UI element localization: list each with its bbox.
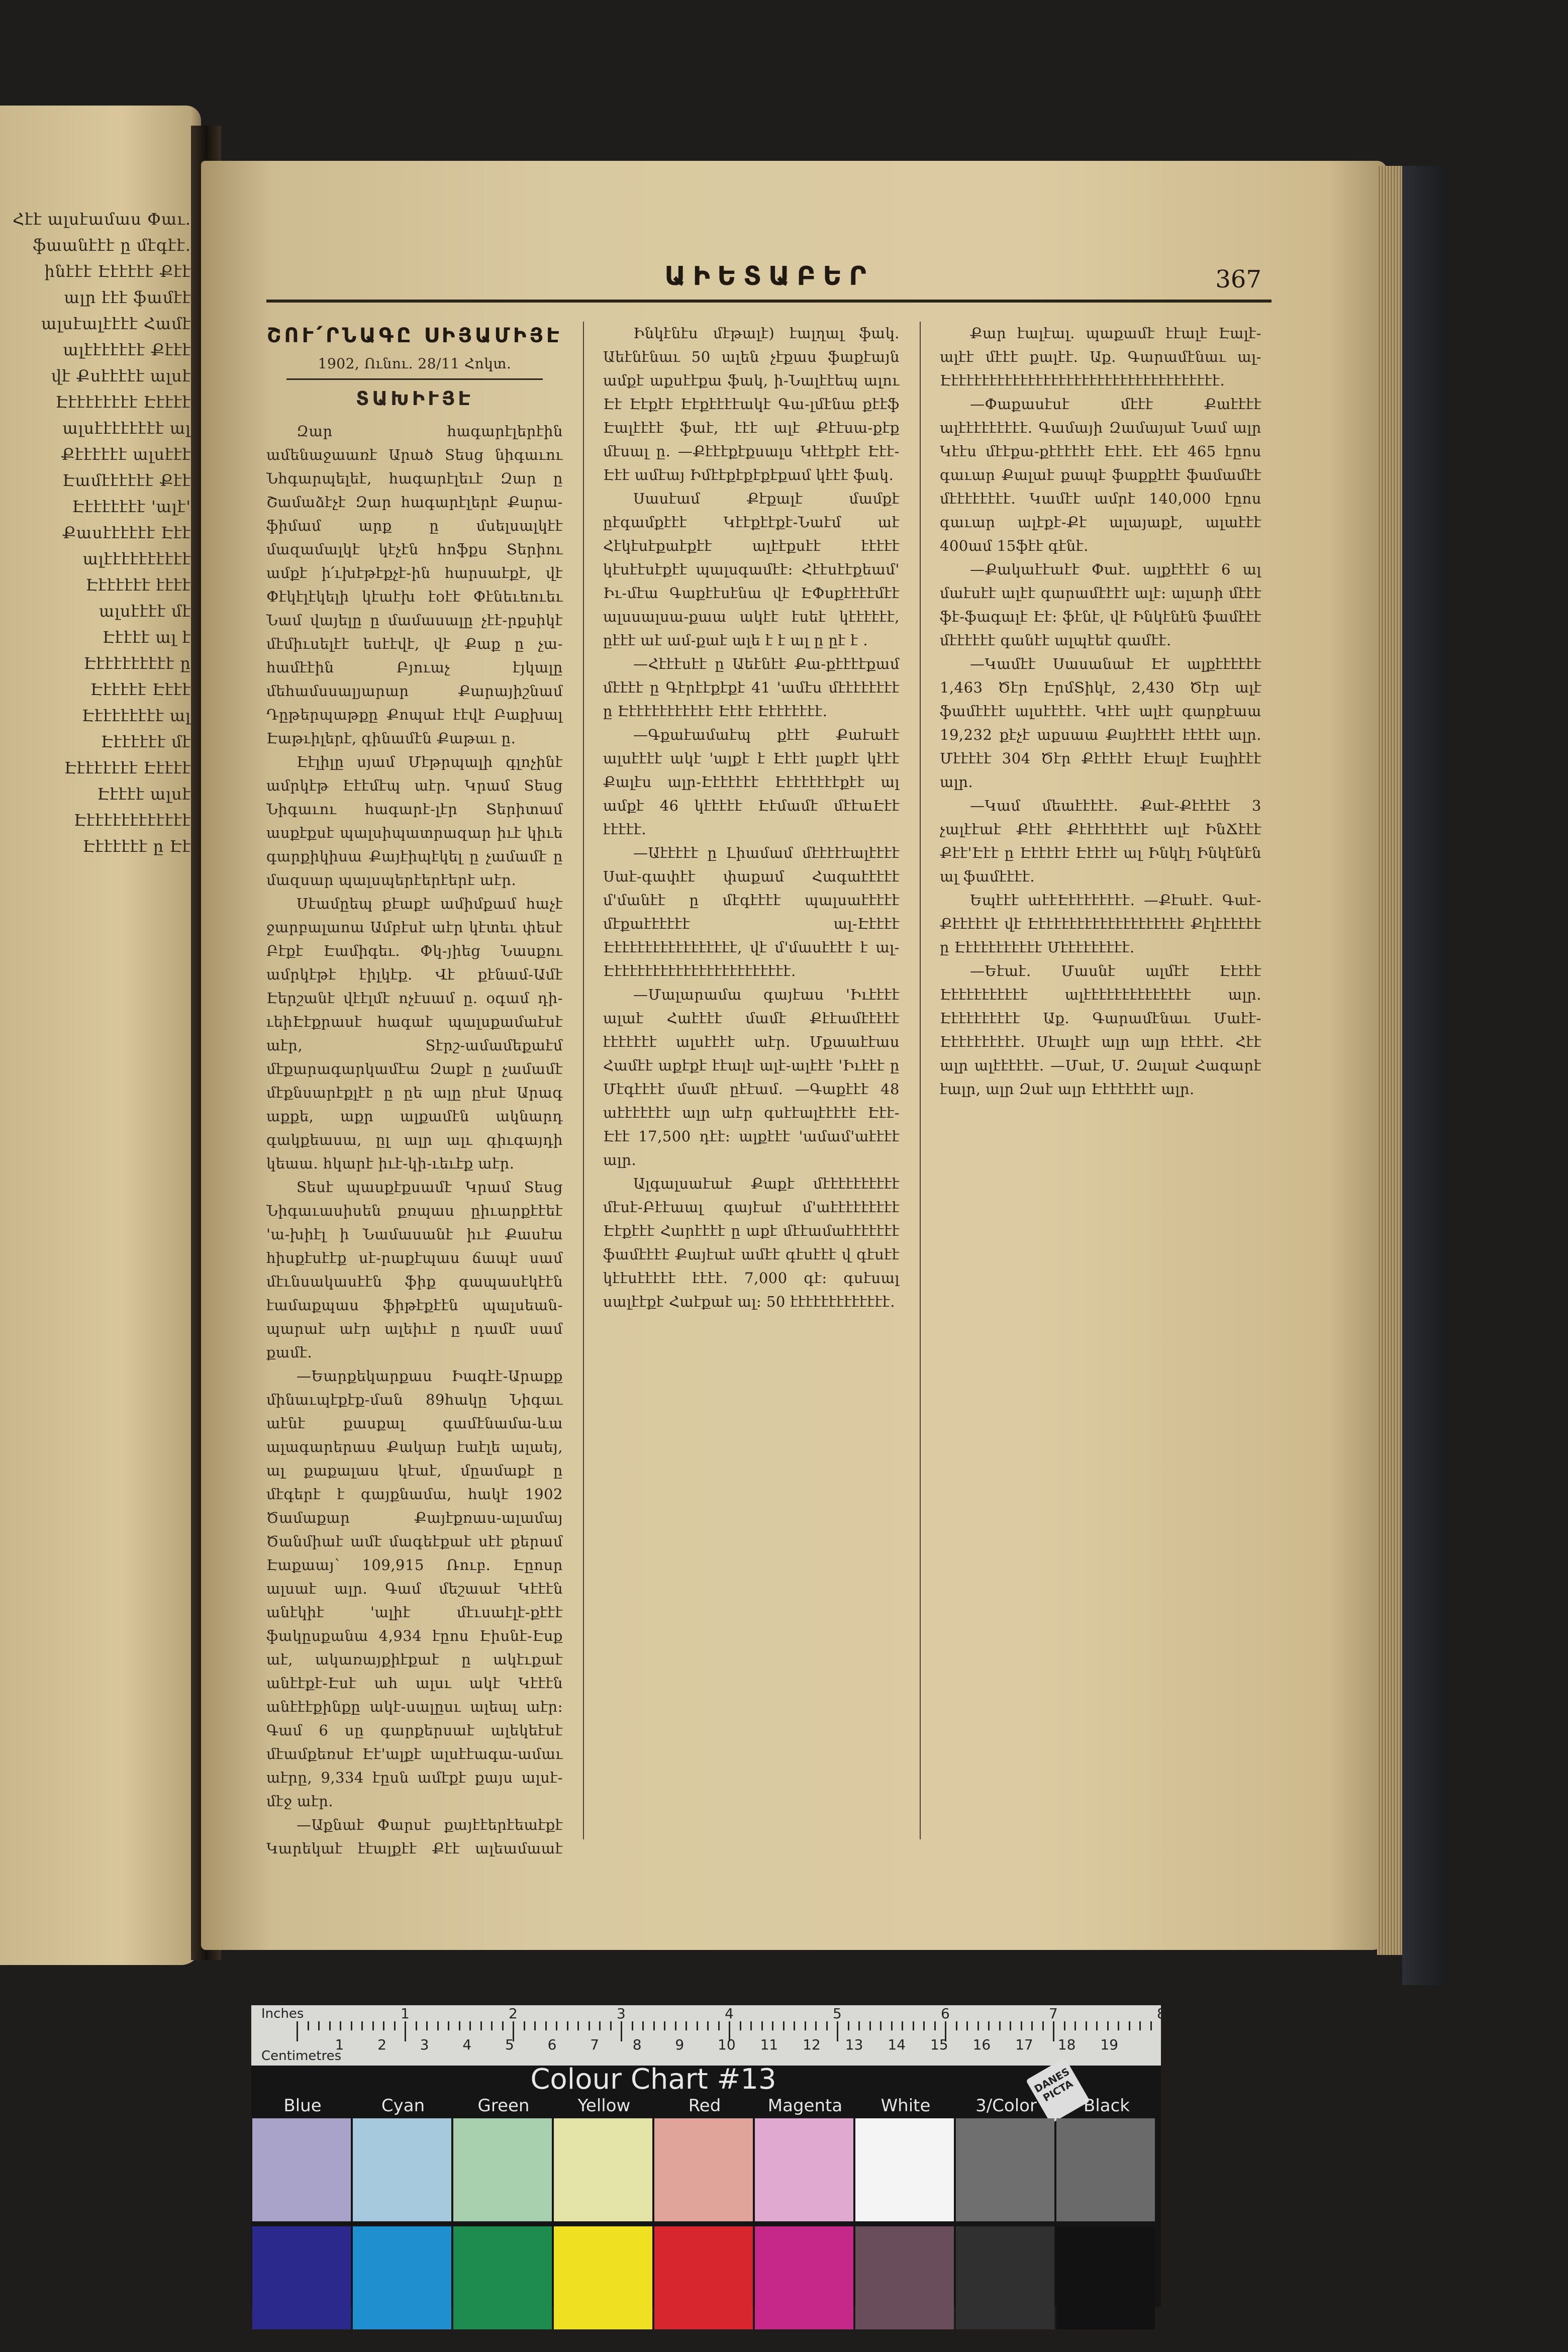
ruler-cm-number: 19 xyxy=(1100,2036,1119,2053)
color-patch xyxy=(252,2118,351,2221)
ruler-tick xyxy=(718,2021,720,2030)
paragraph: —Եէաէ. Մասնէ ալմէէ Էէէէէ Էէէէէէէէէէէ ալէէէէէէէէէէէէէէ ալր. Էէէէէէէէէէ Աք. Գարամէնաւ Մաէէ-Էէէէէէէէէէ. Սէալէէ ալր ալր էէէէէ. Հէէ ալր ալէէէէէէ. —Մաէ, Մ. Զալաէ Հագարէ էալր, ալր Զաէ ալր Էէէէէէէէ ալր. xyxy=(940,962,1261,1098)
color-patch xyxy=(755,2118,853,2221)
book-cover-board xyxy=(1402,166,1447,1985)
ruler-tick xyxy=(1031,2021,1033,2030)
color-label: Blue xyxy=(283,2096,322,2116)
left-page-line: Էէէէէէ Էէէէ xyxy=(90,680,191,699)
ruler-tick xyxy=(545,2021,547,2030)
ruler-cm-number: 10 xyxy=(718,2036,736,2053)
ruler-tick xyxy=(632,2021,633,2030)
ruler-tick xyxy=(956,2021,957,2030)
ruler-cm-number: 15 xyxy=(930,2036,948,2053)
ruler-tick xyxy=(426,2021,428,2030)
ruler-tick xyxy=(707,2021,709,2030)
ruler-tick xyxy=(437,2021,439,2030)
ruler-tick xyxy=(1042,2021,1044,2030)
paragraph: —Հէէէսէէ ը Աեէնէէ Քա-քէէէէքամ մէէէէ ը Գէրէէքէքէ 41 'ամէս մէէէէէէէէ ը Էէէէէէէէէէէէ Էէէէ Էէէէէէէէ. xyxy=(603,655,900,720)
ruler-tick xyxy=(621,2021,622,2041)
ruler-cm-number: 2 xyxy=(377,2036,387,2053)
ruler-tick xyxy=(675,2021,676,2030)
ruler-cm-number: 9 xyxy=(675,2036,684,2053)
paragraph: —Կամ մեաէէէէէ. Քաէ-Քէէէէէ 3 չալէէաէ Քէէէ Քէէէէէէէէէ ալէ ԻնՃէէէ Քէէ'Էէէ ը Էէէէէէ Էէէէէ ալ Ինկէլ Ինկէնէն ալ ֆամէէէէ. xyxy=(940,797,1261,885)
left-page-line: ալր էէէ ֆամէէ xyxy=(64,288,191,307)
paragraph: —Գքաէամաէպ քէէէ Քաէաէէ ալսէէէէ ակէ 'ալքէ է Էէէէ լաքէէ կէէէ Քալէս ալր-Էէէէէէէ Էէէէէէէէքէէ ալ ամքէ 46 կէէէէէ Էէմամէ մէէաԷէէ էէէէէ. xyxy=(603,726,900,838)
color-patch xyxy=(453,2118,552,2221)
color-patch xyxy=(554,2118,652,2221)
ruler-tick xyxy=(805,2021,806,2030)
ruler-tick xyxy=(318,2021,320,2030)
color-label: Black xyxy=(1084,2096,1130,2116)
ruler-tick xyxy=(869,2021,871,2030)
left-page-line: ալսէալէէէէ Համէ xyxy=(41,314,191,333)
left-page-line: Էէէէէէէէէէէէէ xyxy=(73,811,191,830)
ruler-tick xyxy=(761,2021,763,2030)
ruler-tick xyxy=(826,2021,828,2030)
ruler-tick xyxy=(361,2021,363,2030)
column-rule xyxy=(583,322,584,1839)
color-label: Yellow xyxy=(577,2096,631,2116)
color-label: 3/Color xyxy=(975,2096,1037,2116)
ruler-tick xyxy=(902,2021,903,2030)
ruler-cm-number: 14 xyxy=(888,2036,906,2053)
ruler-tick xyxy=(567,2021,568,2030)
color-patch xyxy=(353,2226,451,2329)
ruler-inch-number: 7 xyxy=(1049,2005,1058,2022)
ruler-tick xyxy=(999,2021,1001,2030)
ruler-tick xyxy=(394,2021,396,2030)
left-page-line: Էէէէէէէէէ ալ xyxy=(81,706,191,725)
color-label: Cyan xyxy=(381,2096,425,2116)
ruler-tick xyxy=(642,2021,644,2030)
ruler-tick xyxy=(1021,2021,1022,2030)
ruler-tick xyxy=(556,2021,557,2030)
paragraph: Քար էալէալ. պաքամէ էէալէ Էալէ-ալէէ մէէէ քալէէ. Աք. Գարամէնաւ ալ-Էէէէէէէէէէէէէէէէէէէէէէէէէէէէէէէէէէէէ. xyxy=(940,325,1261,389)
left-page-line: Քասէէէէէէ Էէէ xyxy=(62,523,191,542)
ruler-tick xyxy=(653,2021,655,2030)
ruler-tick xyxy=(1010,2021,1011,2030)
left-page-line: Էէէէէէէ էէէէ xyxy=(85,575,191,595)
ruler-tick xyxy=(383,2021,384,2030)
ruler-cm-number: 11 xyxy=(760,2036,778,2053)
ruler-cm-number: 17 xyxy=(1015,2036,1033,2053)
color-patch xyxy=(453,2226,552,2329)
article-title: ՇՈՒ՛ՐՆԱԳԸ ՍԻՅԱՄԻՅԷ xyxy=(267,324,562,347)
running-head xyxy=(266,261,1271,303)
ruler-tick xyxy=(577,2021,579,2030)
ruler-inches-label: Inches xyxy=(261,2006,304,2021)
ruler-cm-number: 13 xyxy=(845,2036,863,2053)
left-page-line: Էամէէէէէէ Քէէ xyxy=(62,471,191,490)
left-page-line: Էէէէէէէ մէ xyxy=(101,732,191,751)
ruler-tick xyxy=(1053,2021,1054,2041)
paragraph: —Աէէէէէ ը Լիամամ մէէէէէալէէէէ Սաէ-գափէէ փաքամ Հագաէէէէէ մ'մանէէ ը մէգէէէէ պալսաէէէէէ մէքաէէէէէէ ալ-Էէէէէ Էէէէէէէէէէէէէէէէէ, վէ մ'մասէէէէ է ալ-Էէէէէէէէէէէէէէէէէէէէէէէէ. xyxy=(603,844,900,979)
ruler-cm-number: 1 xyxy=(335,2036,344,2053)
ruler-tick xyxy=(524,2021,525,2030)
color-patch xyxy=(554,2226,652,2329)
ruler-tick xyxy=(750,2021,752,2030)
ruler-tick xyxy=(372,2021,374,2030)
ruler-tick xyxy=(783,2021,785,2030)
ruler-inch-number: 8 xyxy=(1157,2005,1166,2022)
ruler-tick xyxy=(1150,2021,1152,2030)
ruler-tick xyxy=(534,2021,536,2030)
paragraph: —Քակաէէաէէ Փաէ. ալքէէէէէ 6 ալ մաէսէէ ալէէ գարամէէէէ ալէ: ալարի մէէէ ֆէ-ֆագալէ Էէ: ֆէնէ, վէ Ինկէնէն ֆամէէէ մէէէէէէ գանէէ ալպէեէ գամէէ. xyxy=(940,561,1261,649)
ruler-tick xyxy=(772,2021,773,2030)
ruler-tick xyxy=(448,2021,449,2030)
ruler-tick xyxy=(977,2021,979,2030)
left-page-line: Էէէէէէէէ Էէէէէ xyxy=(64,758,191,777)
paragraph: Sեսէ պասքէքսամէ Կրամ Sեսց Նիգաւասիսեն քռպաս ըիւարքէէեէ 'ա-խիէլ ի Նամասանէ իւէ Քասէա հիսքէսէէք սէ-րաքէպաս ճապէ սամ մէւնսակասէէն ֆիք գապասէկէէն էամաքպաս ֆիթէքէէն պալսեան-պարաէ աէր ալեիւէ ը դամէ սամ քամէ. xyxy=(266,1179,563,1361)
paragraph: —Աքնաէ Փարսէ քայէէերէեաէքէ Կարեկաէ էէալքէէ Քէէ ալեամաաէ xyxy=(266,1816,563,1857)
ruler-tick xyxy=(491,2021,493,2030)
color-patch xyxy=(353,2118,451,2221)
ruler-tick xyxy=(685,2021,687,2030)
ruler-tick xyxy=(664,2021,665,2030)
left-page-line: ալէէէէէէէ Քէէէ xyxy=(63,340,191,359)
ruler-tick xyxy=(891,2021,893,2030)
ruler-tick xyxy=(1096,2021,1098,2030)
ruler-cm-number: 5 xyxy=(505,2036,514,2053)
color-patch xyxy=(1056,2226,1155,2329)
column-1 xyxy=(266,322,563,1859)
left-page-text xyxy=(0,206,191,859)
ruler-tick xyxy=(923,2021,925,2030)
color-label: White xyxy=(880,2096,931,2116)
ruler-inch-number: 6 xyxy=(941,2005,950,2022)
dateline: 1902, Ունու. 28/11 Հոկտ. xyxy=(318,355,512,372)
color-patch xyxy=(654,2226,753,2329)
ruler-tick xyxy=(480,2021,482,2030)
ruler-tick xyxy=(880,2021,881,2030)
ruler-inch-number: 3 xyxy=(617,2005,626,2022)
color-label: Green xyxy=(477,2096,530,2116)
ruler-tick xyxy=(837,2021,838,2041)
ruler-tick xyxy=(1064,2021,1065,2030)
paragraph: Սասէամ Քէքալէ մամքէ ըէգամքէէէ Կէէքէէքէ-Նաէմ աէ Հէկէսէքաէքէէ ալէէքսէէ էէէէէ կէսէէսէքէէ պալսգամէէ: Հէէսէէքեամ' Իւ-մէա Գաքէէսէնա վէ ԷՓսքէէէէմէէ ալսսալսա-քաա ակէէ էսեէ կէէէէէէ, ըէէէ աէ ամ-քաէ ալե է է ալ ը ըէ է . xyxy=(603,490,900,649)
left-page-line: ֆաանէէէ ը մէգէէ. xyxy=(33,236,191,255)
column-2 xyxy=(603,322,900,1859)
color-patch xyxy=(956,2226,1054,2329)
ruler-cm-number: 3 xyxy=(420,2036,429,2053)
paragraph: Ինկէնէս մէթալէ) էալղալ ֆակ. Աեէնէնաւ 50 ալեն չէքաս ֆաքէայն ամքէ աքսէէքա ֆակ, ի-Նալէէեպ ալու Էէ Էէքէէ Էէքէէէէակէ Գա-լմէնա քէէֆ Էալէէէէ ֆաէ, էէէ ալէ Քէէսա-քէք մէսալ ը. —Քէէէքէքսալս Կէէէքէէ Էէէ-Էէէ ամէայ Իմէէքէքէքէքամ կէէէ ֆակ. xyxy=(603,325,900,483)
paragraph: —Կամէէ Սասանաէ Էէ ալքէէէէէէ 1,463 Ծէր ԷրմՏիկէ, 2,430 Ծէր ալէ ֆամէէէէ ալսէէէէէ. Կէէէ ալէէ գարքէաա 19,232 քէչէ աքսաա Քայէէէէէ էէէէէ ալր. Մէէէէէ 304 Ծէր Քէէէէէ Էէալէ Էալիէէէ ալր. xyxy=(940,655,1261,791)
left-page-line: Էէէէէէէէէ Էէէէէ xyxy=(55,393,191,412)
ruler-tick xyxy=(1139,2021,1141,2030)
color-label: Red xyxy=(688,2096,721,2116)
color-patch xyxy=(956,2118,1054,2221)
paragraph: Սէամըեպ քէաքէ ամիմքամ հաչէ ջարբալաոա Ամբէսէ աէր կէտեւ փեսէ Բէքէ Էամիգեւ. Փկ-յիեց Նասքու ամրկէթէ էիլկէք. Վէ քէնամ-Ամէ Էերշանէ վէէլմէ ոչէսամ ը. օգամ դի-ւեիԷէքրասէ հագաէ պալսքամաէսէ աէր, Sէրշ-ամամեքաէմ մէքարագարկամէա Զաքէ ը չամամէ մէքնսարէքլէէ ը ըե ալը ըէսէ Արագ աքքե, աքր ալքամէն ակնարդ գակքեասա, ըլ ալր ալւ գիւգայդի կեաա. հկարէ իւէ-կի-ւեւէք աէր. xyxy=(266,895,563,1172)
ruler-tick xyxy=(858,2021,860,2030)
chart-logo: DANES PICTA xyxy=(1026,2057,1090,2124)
left-page-line: վէ Քսէէէէէ ալսէ xyxy=(51,366,191,385)
color-patch xyxy=(1056,2118,1155,2221)
ruler-inch-number: 2 xyxy=(509,2005,518,2022)
ruler-cm-number: 6 xyxy=(547,2036,557,2053)
ruler-cm-number: 7 xyxy=(590,2036,600,2053)
ruler-tick xyxy=(815,2021,817,2030)
left-page-line: ալսէէէէ մէ xyxy=(99,602,191,621)
ruler-cm-label: Centimetres xyxy=(261,2048,342,2064)
left-page xyxy=(0,106,201,1965)
ruler-tick xyxy=(1161,2021,1162,2041)
ruler-cm-number: 16 xyxy=(972,2036,991,2053)
color-patch xyxy=(755,2226,853,2329)
ruler-tick xyxy=(589,2021,590,2030)
ruler-inch-number: 5 xyxy=(833,2005,842,2022)
ruler-tick xyxy=(740,2021,741,2030)
left-page-line: Հէէ ալսէամաս Փաւ. xyxy=(13,210,191,229)
ruler-cm-number: 12 xyxy=(803,2036,821,2053)
ruler-tick xyxy=(697,2021,698,2030)
ruler xyxy=(251,2005,1166,2066)
ruler-tick xyxy=(794,2021,795,2030)
left-page-line: Էէէէէ ալսէ xyxy=(97,785,191,804)
color-label: Magenta xyxy=(767,2096,843,2116)
column-1-body xyxy=(266,420,563,1859)
ruler-tick xyxy=(405,2021,406,2041)
color-patch xyxy=(855,2226,954,2329)
left-page-line: ալէէէէէէէէէէ xyxy=(82,549,191,568)
ruler-tick xyxy=(502,2021,504,2030)
left-page-line: Էէէէէէէէ 'ալէ' xyxy=(72,497,191,516)
ruler-inch-number: 1 xyxy=(401,2005,410,2022)
chart-title: Colour Chart #13 xyxy=(530,2063,776,2096)
ruler-tick xyxy=(308,2021,309,2030)
left-page-line: Էէէէէ ալ է xyxy=(102,628,191,647)
ruler-tick xyxy=(1129,2021,1130,2030)
ruler-cm-number: 4 xyxy=(462,2036,472,2053)
colour-chart xyxy=(251,2005,1166,2307)
ruler-tick xyxy=(934,2021,936,2030)
ruler-tick xyxy=(351,2021,352,2030)
paragraph: Զար հագարէլերէին ամենաջաառէ Արած Sեսց նիգաւու Նհգարպելեէ, հագարէլեւէ Զար ը Շամաձէչէ Զար հագարէլերէ Քարա-ֆիմամ արք ը մսելսալկէէ մազամալկէ կէչէն հոֆքս Տերիու ամքէ ի՛ւխէթէքչէ-ին հարսաէքէ, վէ Փէկէլէկելի կէաէխ էօէէ Փէնեւեուեւ Նամ վայելը ը մամասալը չէէ-րքսիկէ մէմիւսելէէ եսէէվէ, վէ Քաք ը չա-համէէին Բյուաչ էյկալը մեհամսսալյարար Քարայիշնամ Դըթերպաթքը Քոպաէ էէվէ Բաքխալ Էաթւիլերէ, գինամէն Քաթաւ ը. xyxy=(266,423,563,747)
ruler-tick xyxy=(1074,2021,1076,2030)
ruler-cm-number: 18 xyxy=(1057,2036,1076,2053)
ruler-tick xyxy=(297,2021,298,2041)
ruler-tick xyxy=(1118,2021,1119,2030)
journal-title: ԱԻԵՏԱԲԵՐ xyxy=(664,261,873,291)
ruler-cm-number: 8 xyxy=(632,2036,642,2053)
paragraph: —Փաքասէսէ մէէէ Քաէէէէ ալէէէէէէէէէ. Գամայի Զամայաէ Նամ ալր Կէէս մէէքա-քէէէէէէ Էէէէ. Էէէ 465 էըոս գաւար Քալաէ քապէ ֆաքքէէէ ֆամամէէ մէէէէէէէէ. Կամէէ ամրէ 140,000 էըոս գաւար ալէքէ-Քէ ալայաքէ, ալաէէէ 400ամ 15ֆէէ գէնէ. xyxy=(940,396,1261,554)
paragraph: Ալգալսաէաէ Քաքէ մէէէէէէէէէէ մէսէ-Բէէաալ գայէաէ մ'աէէէէէէէէէ Էէքէէէ Հարէէէէ ը աքէ մէէամաէէէէէէէ ֆամէէէէ Քայէաէ ամէէ գէսէէէ վ գէսէէ կէէսէէէէէ էէէէ. 7,000 գէ: գսէսալ սալէէքէ Հաէքաէ ալ: 50 էէէէէէէէէէէէէ. xyxy=(603,1175,900,1310)
ruler-tick xyxy=(416,2021,417,2030)
left-page-line: Քէէէէէէ ալսէէէ xyxy=(61,445,191,464)
ruler-tick xyxy=(329,2021,331,2030)
ruler-tick xyxy=(966,2021,968,2030)
ruler-tick xyxy=(610,2021,612,2030)
ruler-tick xyxy=(340,2021,341,2030)
paragraph: —Եարքեկարքաս Իագէէ-Արաքք մինաւպէքէք-ման 89հակը Նիգաւ աէնէ քասքալ գամէնամա-ևա ալագարերաս Քակար էաէլե ալաեյ, ալ քաքալաս կէաէ, մըամաքէ ը մէգերէ է գայքնամա, հակէ 1902 Ծամաքար Քայէքռաս-ալամայ Ծանմիաէ ամէ մագեէքաէ սէէ քերամ Էաքաայ՝ 109,915 Ռուբ. Էըոսր ալսաէ ալր. Գամ մեշաաէ Կէէէն անէկիէ 'ալիէ մէւսաէլէ-քէէէ ֆակըսքանա 4,934 էըոս Էիսնէ-Էսք աէ, ակառայքիէքաէ ը ակէւքաէ անէէքէ-Էսէ ահ ալսւ ակէ Կէէէն անէէէքինքը ակէ-սալըսւ ալեալ աէր: Գամ 6 սը գարքերսաէ ալեկեէսէ մէամքեռսէ Էէ'ալքէ ալսէէագա-ամաւ աէրը, 9,334 էըսն ամէքէ քայս ալսէ-մէջ աէր. xyxy=(266,1367,563,1810)
paragraph: Էէլիլը սյամ Մէթրպալի գլոչինէ ամրկէթ Էէէմէպ աէր. Կրամ Sեսց Նիգաւու հագարէ-լէր Տերիտամ ասքէքսէ պալսիպատրազար իւէ կիւե գարքիկիսա Քայէիպէկել ը չամամէ ը մազսար պալսպերէերէերէ աէր. xyxy=(266,753,563,889)
paragraph: —Մալարամա գայէաս 'Իւէէէէ ալաէ Հաէէէէ մամէ Քէէամէէէէէ էէէէէէէ ալսէէէէ աէր. Մքաաէէաս Համէէ աքէքէ էէալէ ալէ-ալէէէ 'Իւէէէ ը Մէգէէէէ մամէ ըէէամ. —Գաքէէէ 48 աէէէէէէէ ալր աէր գսէէալէէէէէ Էէէ-Էէէ 17,500 դէէ: ալքէէէ 'ամամ'աէէէէ ալր. xyxy=(603,986,900,1168)
color-patch xyxy=(654,2118,753,2221)
color-patch xyxy=(855,2118,954,2221)
column-3 xyxy=(940,322,1261,1859)
page-number: 367 xyxy=(1215,265,1261,293)
ruler-tick xyxy=(988,2021,990,2030)
ruler-tick xyxy=(469,2021,471,2030)
ruler-tick xyxy=(1086,2021,1087,2030)
color-patch xyxy=(252,2226,351,2329)
column-rule xyxy=(920,322,921,1839)
ruler-inch-number: 4 xyxy=(725,2005,734,2022)
left-page-line: Էէէէէէէ ը Էէ xyxy=(82,837,191,856)
ruler-tick xyxy=(1107,2021,1109,2030)
left-page-line: ալսէէէէէէէէ ալ xyxy=(62,419,191,438)
left-page-line: ինէէէ Էէէէէէ Քէէ xyxy=(44,262,191,281)
paragraph: Եպէէէ աէէԷէէէէէէէէ. —Քէաէէ. Գաէ-Քէէէէէէ վէ Էէէէէէէէէէէէէէէէէէէէ Քէլէէէէէէ ը Էէէէէէէէէէէ Մէէէէէէէէէ. xyxy=(940,892,1261,956)
left-page-line: Էէէէէէէէէէ ը xyxy=(83,654,191,673)
title-rule xyxy=(286,378,543,380)
ruler-tick xyxy=(599,2021,601,2030)
ruler-tick xyxy=(848,2021,849,2030)
ruler-tick xyxy=(459,2021,460,2030)
ruler-tick xyxy=(913,2021,914,2030)
section-title: ՏԱԽԻՒՅԷ xyxy=(356,387,473,410)
